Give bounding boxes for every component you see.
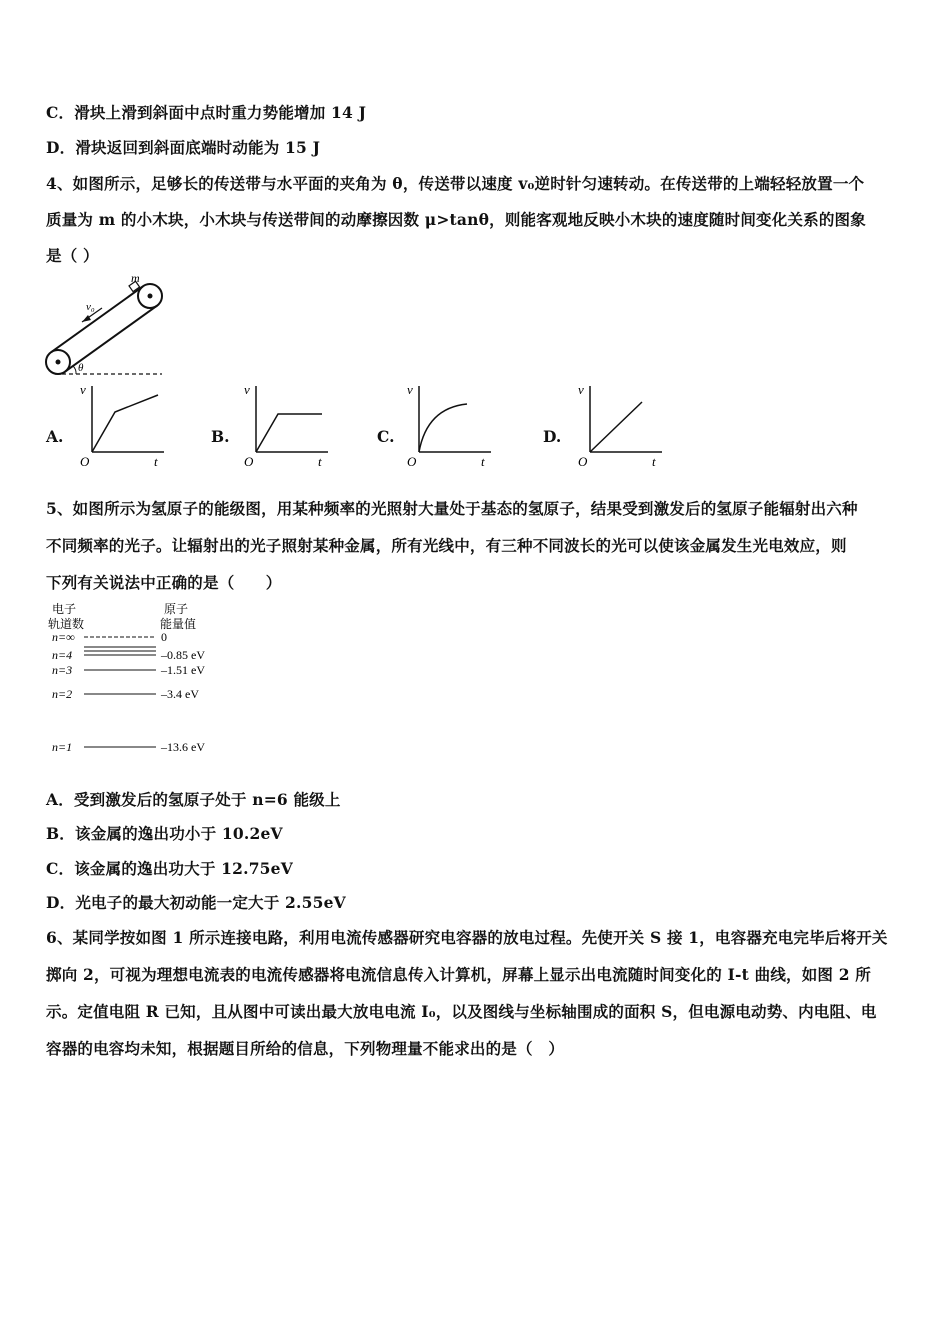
graph-option-c: [405, 380, 497, 470]
level-n-2: n=2: [52, 687, 73, 701]
mass-label: m: [131, 272, 140, 285]
q5-option-b: B．该金属的逸出功小于 10.2eV: [46, 824, 283, 843]
question-5-line-2: 不同频率的光子。让辐射出的光子照射某种金属，所有光线中，有三种不同波长的光可以使该金属发生光电效应，则: [46, 536, 847, 555]
svg-text:v: v: [578, 382, 584, 397]
level-e-4: –0.85 eV: [161, 648, 205, 662]
level-n-1: n=1: [52, 740, 73, 754]
level-n-inf: n=∞: [52, 630, 75, 644]
col-label-atom: 原子: [164, 602, 189, 616]
svg-text:v: v: [407, 382, 413, 397]
svg-text:t: t: [318, 454, 322, 469]
question-6-line-1: 6、某同学按如图 1 所示连接电路，利用电流传感器研究电容器的放电过程。先使开关 S 接 1，电容器充电完毕后将开关: [46, 928, 888, 947]
question-6-line-3: 示。定值电阻 R 已知，且从图中可读出最大放电电流 I₀，以及图线与坐标轴围成的面积 S，但电源电动势、内电阻、电: [46, 1002, 877, 1021]
svg-text:O: O: [244, 454, 254, 469]
col-label-energy: 能量值: [160, 617, 197, 631]
question-4-line-3: 是（ ）: [46, 246, 99, 265]
level-n-4: n=4: [52, 648, 73, 662]
question-6-line-4: 容器的电容均未知，根据题目所给的信息，下列物理量不能求出的是（ ）: [46, 1039, 565, 1058]
svg-text:O: O: [578, 454, 588, 469]
energy-level-diagram: [44, 600, 234, 760]
graph-option-b: [242, 380, 334, 470]
svg-text:v: v: [244, 382, 250, 397]
level-n-3: n=3: [52, 663, 73, 677]
option-d-line: D．滑块返回到斜面底端时动能为 15 J: [46, 138, 321, 157]
col-label-electron: 电子: [52, 602, 77, 616]
col-label-orbit: 轨道数: [48, 617, 85, 631]
graph-option-a: [78, 380, 170, 470]
svg-text:O: O: [407, 454, 417, 469]
q5-option-a: A．受到激发后的氢原子处于 n=6 能级上: [46, 790, 341, 809]
question-4-line-1: 4、如图所示，足够长的传送带与水平面的夹角为 θ，传送带以速度 v₀逆时针匀速转动。在传送带的上端轻轻放置一个: [46, 174, 865, 193]
level-e-3: –1.51 eV: [161, 663, 205, 677]
speed-label: v₀: [86, 301, 95, 313]
svg-text:t: t: [154, 454, 158, 469]
q5-option-d: D．光电子的最大初动能一定大于 2.55eV: [46, 893, 346, 912]
svg-text:t: t: [481, 454, 485, 469]
svg-text:v: v: [80, 382, 86, 397]
svg-text:t: t: [652, 454, 656, 469]
question-5-line-1: 5、如图所示为氢原子的能级图，用某种频率的光照射大量处于基态的氢原子，结果受到激发后的氢原子能辐射出六种: [46, 499, 858, 518]
graph-option-d-label: D.: [543, 427, 562, 446]
question-6-line-2: 掷向 2，可视为理想电流表的电流传感器将电流信息传入计算机，屏幕上显示出电流随时间变化的 I-t 曲线，如图 2 所: [46, 965, 871, 984]
graph-option-a-label: A.: [46, 427, 64, 446]
conveyor-belt-figure: [40, 272, 170, 382]
question-5-line-3: 下列有关说法中正确的是（ ）: [46, 573, 282, 592]
angle-label: θ: [78, 362, 84, 374]
level-e-inf: 0: [161, 630, 167, 644]
graph-option-b-label: B.: [211, 427, 230, 446]
level-e-1: –13.6 eV: [161, 740, 205, 754]
q5-option-c: C．该金属的逸出功大于 12.75eV: [46, 859, 293, 878]
graph-option-d: [576, 380, 668, 470]
svg-text:O: O: [80, 454, 90, 469]
level-e-2: –3.4 eV: [161, 687, 199, 701]
option-c-line: C．滑块上滑到斜面中点时重力势能增加 14 J: [46, 103, 367, 122]
graph-option-c-label: C.: [377, 427, 395, 446]
question-4-line-2: 质量为 m 的小木块，小木块与传送带间的动摩擦因数 μ>tanθ，则能客观地反映小木块的速度随时间变化关系的图象: [46, 210, 866, 229]
